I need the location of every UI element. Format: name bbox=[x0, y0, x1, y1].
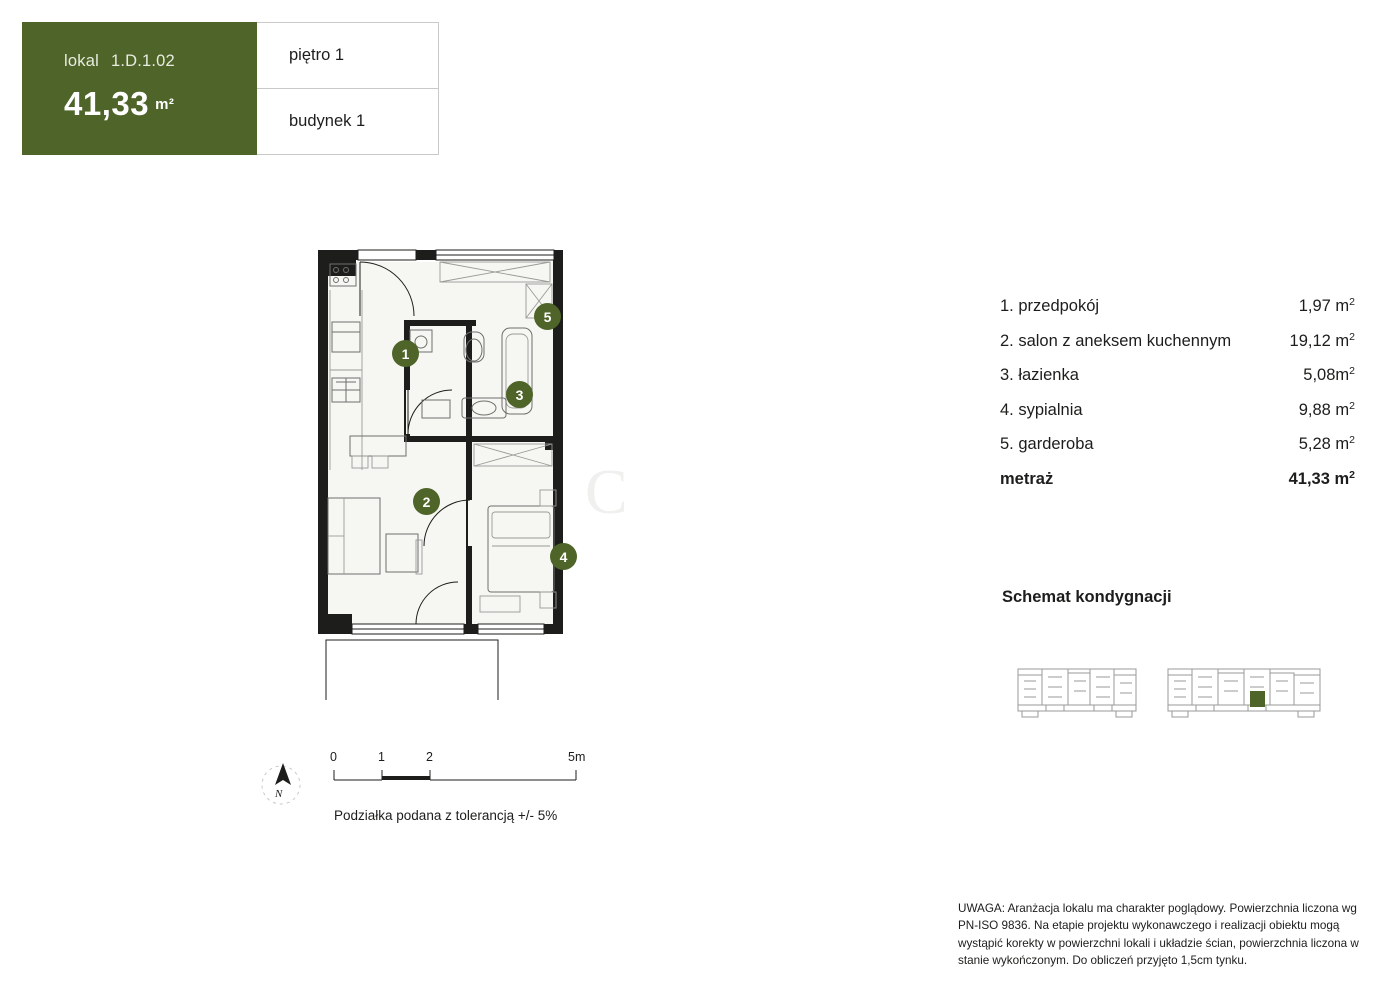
areas-table bbox=[1000, 296, 1355, 503]
area-total-value: 41,33 $m^2$ bbox=[1288, 468, 1355, 488]
room-badge-2: 2 bbox=[413, 488, 440, 515]
floor-plan bbox=[240, 240, 660, 740]
area-value: 1,97 $m^2$ bbox=[1298, 296, 1355, 315]
area-label: 1. przedpokój bbox=[1000, 297, 1100, 315]
unit-area-value: 41,33 bbox=[64, 85, 150, 122]
unit-summary-block bbox=[22, 22, 257, 155]
unit-code: 1.D.1.02 bbox=[110, 52, 175, 70]
scale-tick-0: 0 bbox=[330, 750, 337, 764]
area-row bbox=[1000, 365, 1355, 385]
unit-area-unit: m² bbox=[155, 96, 175, 113]
room-badge-5: 5 bbox=[534, 303, 561, 330]
area-label: 5. garderoba bbox=[1000, 435, 1094, 453]
watermark: C bbox=[585, 456, 628, 527]
area-value: 9,88 $m^2$ bbox=[1298, 399, 1355, 419]
area-total-row bbox=[1000, 469, 1355, 489]
area-row bbox=[1000, 400, 1355, 420]
area-value: 19,12 $m^2$ bbox=[1289, 330, 1355, 350]
area-value: $5,08m^2$ bbox=[1303, 365, 1355, 384]
scale-tick-2: 2 bbox=[426, 750, 433, 764]
room-badge-4: 4 bbox=[550, 543, 577, 570]
area-total-label: metraż bbox=[1000, 469, 1054, 488]
room-badge-1: 1 bbox=[392, 340, 419, 367]
scale-tick-end: 5m bbox=[568, 750, 586, 764]
unit-label-row bbox=[64, 52, 257, 71]
unit-area-row bbox=[64, 85, 257, 123]
footnote: UWAGA: Aranżacja lokalu ma charakter poglądowy. Powierzchnia liczona wg PN-ISO 9836. Na etapie projektu wykonawczego i realizacji obiektu mogą wystąpić korekty w powierzchni lokali i układzie ścian, powierzchnia liczona w stanie wykończonym. Do obliczeń przyjęto 1,5cm tynku. bbox=[958, 902, 1359, 967]
unit-header-badge bbox=[22, 22, 439, 155]
scale-tick-1: 1 bbox=[378, 750, 385, 764]
unit-meta-block bbox=[257, 22, 439, 155]
floor-plan-drawing bbox=[240, 240, 660, 700]
area-label: 2. salon z aneksem kuchennym bbox=[1000, 331, 1232, 350]
room-badge-3: 3 bbox=[506, 381, 533, 408]
unit-label-text: lokal bbox=[64, 52, 99, 70]
schemat-title: Schemat kondygnacji bbox=[1002, 588, 1172, 606]
area-row bbox=[1000, 434, 1355, 454]
floor-scheme-diagram bbox=[1002, 655, 1352, 725]
area-row bbox=[1000, 331, 1355, 351]
area-label: 3. łazienka bbox=[1000, 366, 1079, 384]
scale-note: Podziałka podana z tolerancją +/- 5% bbox=[334, 808, 558, 823]
svg-text:N: N bbox=[275, 788, 283, 800]
area-row bbox=[1000, 296, 1355, 316]
area-label: 4. sypialnia bbox=[1000, 400, 1083, 419]
area-value: 5,28 $m^2$ bbox=[1298, 434, 1355, 453]
compass-icon bbox=[253, 755, 309, 811]
scheme-highlighted-unit bbox=[1250, 691, 1265, 707]
building-cell: budynek 1 bbox=[257, 88, 438, 154]
floor-cell: piętro 1 bbox=[289, 46, 345, 64]
